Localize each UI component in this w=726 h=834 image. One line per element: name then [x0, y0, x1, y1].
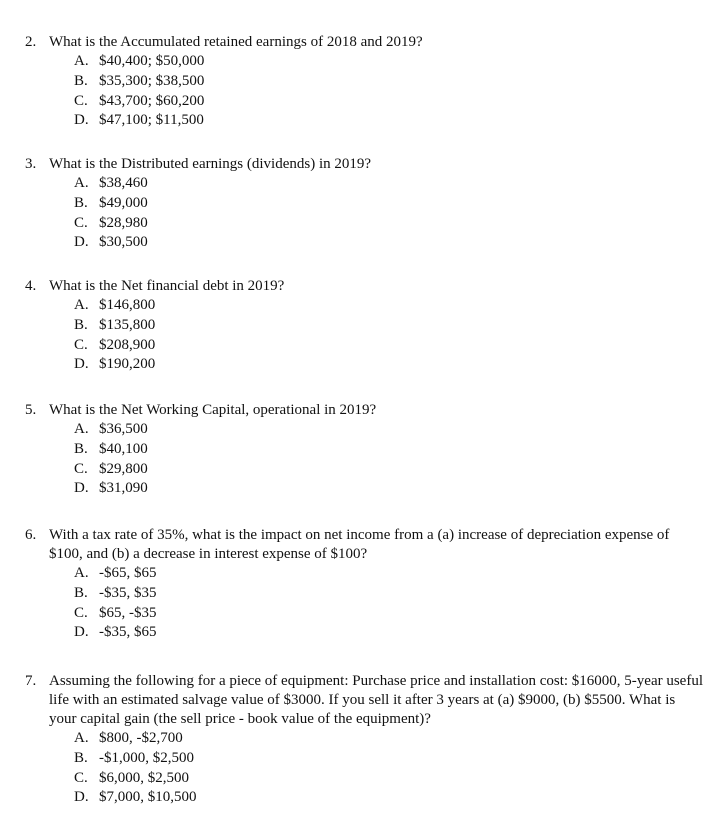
- question-number: 3.: [25, 156, 37, 172]
- option-list: [74, 296, 705, 375]
- option-text: $31,090: [99, 480, 148, 497]
- option-b: [74, 72, 705, 92]
- option-text: $38,460: [99, 175, 148, 191]
- option-text: -$35, $65: [99, 624, 157, 641]
- option-letter: B.: [74, 749, 88, 766]
- question-number: 6.: [25, 527, 37, 543]
- option-letter: D.: [74, 789, 89, 806]
- option-d: [74, 479, 705, 499]
- question-2: [25, 33, 705, 131]
- option-text: $146,800: [99, 297, 156, 313]
- option-list: [74, 52, 705, 131]
- question-stem: [25, 672, 705, 729]
- option-text: $190,200: [99, 356, 156, 373]
- option-list: [74, 729, 705, 808]
- question-stem: [25, 155, 705, 174]
- option-d: [74, 233, 705, 253]
- question-stem: [25, 277, 705, 296]
- option-letter: D.: [74, 356, 89, 373]
- option-letter: B.: [74, 584, 88, 601]
- option-a: [74, 52, 705, 72]
- option-c: [74, 336, 705, 356]
- question-stem: [25, 401, 705, 420]
- option-d: [74, 623, 705, 643]
- question-text: What is the Net financial debt in 2019?: [49, 278, 285, 294]
- option-text: $65, -$35: [99, 604, 157, 621]
- option-a: [74, 296, 705, 316]
- option-text: $40,400; $50,000: [99, 53, 205, 69]
- option-list: [74, 564, 705, 643]
- option-c: [74, 769, 705, 789]
- option-text: $47,100; $11,500: [99, 112, 204, 129]
- option-a: [74, 729, 705, 749]
- question-4: [25, 277, 705, 375]
- option-text: $800, -$2,700: [99, 730, 183, 746]
- option-letter: D.: [74, 480, 89, 497]
- option-list: [74, 174, 705, 253]
- option-text: $40,100: [99, 440, 148, 457]
- option-text: -$1,000, $2,500: [99, 749, 194, 766]
- option-letter: C.: [74, 604, 88, 621]
- question-3: [25, 155, 705, 253]
- option-letter: B.: [74, 194, 88, 211]
- question-number: 4.: [25, 278, 37, 294]
- option-d: [74, 111, 705, 131]
- option-letter: C.: [74, 769, 88, 786]
- option-b: [74, 316, 705, 336]
- question-number: 2.: [25, 34, 37, 50]
- option-letter: D.: [74, 234, 89, 251]
- option-text: $49,000: [99, 194, 148, 211]
- question-stem: [25, 33, 705, 52]
- option-letter: D.: [74, 624, 89, 641]
- option-b: [74, 584, 705, 604]
- option-text: $6,000, $2,500: [99, 769, 189, 786]
- question-7: [25, 672, 705, 808]
- option-letter: A.: [74, 730, 89, 746]
- option-list: [74, 420, 705, 499]
- option-a: [74, 420, 705, 440]
- option-text: $135,800: [99, 316, 156, 333]
- option-letter: C.: [74, 460, 88, 477]
- option-letter: C.: [74, 336, 88, 353]
- question-number: 7.: [25, 673, 37, 689]
- option-letter: D.: [74, 112, 89, 129]
- question-text: Assuming the following for a piece of equipment: Purchase price and installation cost: $16000, 5-year useful life with an estimated salvage value of $3000. If you sell it after 3 years at (a) $9000, (b) $5500. What is your capital gain (the sell price - book value of the equipment)?: [49, 673, 704, 727]
- option-text: $43,700; $60,200: [99, 92, 205, 109]
- option-c: [74, 460, 705, 480]
- question-stem: [25, 526, 705, 564]
- option-c: [74, 604, 705, 624]
- question-6: [25, 526, 705, 643]
- option-text: $29,800: [99, 460, 148, 477]
- option-c: [74, 92, 705, 112]
- option-letter: A.: [74, 53, 89, 69]
- question-text: What is the Accumulated retained earnings of 2018 and 2019?: [49, 34, 423, 50]
- option-b: [74, 194, 705, 214]
- option-text: -$65, $65: [99, 565, 157, 581]
- option-letter: C.: [74, 92, 88, 109]
- question-text: With a tax rate of 35%, what is the impact on net income from a (a) increase of depreciation expense of $100, and (b) a decrease in interest expense of $100?: [49, 527, 670, 562]
- option-text: $7,000, $10,500: [99, 789, 197, 806]
- option-d: [74, 355, 705, 375]
- option-letter: B.: [74, 72, 88, 89]
- option-c: [74, 214, 705, 234]
- option-text: $28,980: [99, 214, 148, 231]
- option-a: [74, 174, 705, 194]
- option-d: [74, 788, 705, 808]
- option-text: $35,300; $38,500: [99, 72, 205, 89]
- option-b: [74, 749, 705, 769]
- option-text: -$35, $35: [99, 584, 157, 601]
- option-text: $208,900: [99, 336, 156, 353]
- option-letter: A.: [74, 175, 89, 191]
- option-letter: B.: [74, 316, 88, 333]
- option-letter: C.: [74, 214, 88, 231]
- option-letter: B.: [74, 440, 88, 457]
- question-text: What is the Net Working Capital, operational in 2019?: [49, 402, 377, 418]
- question-number: 5.: [25, 402, 37, 418]
- option-text: $36,500: [99, 421, 148, 437]
- question-text: What is the Distributed earnings (dividends) in 2019?: [49, 156, 372, 172]
- question-5: [25, 401, 705, 499]
- option-a: [74, 564, 705, 584]
- option-b: [74, 440, 705, 460]
- option-letter: A.: [74, 297, 89, 313]
- option-letter: A.: [74, 565, 89, 581]
- option-text: $30,500: [99, 234, 148, 251]
- option-letter: A.: [74, 421, 89, 437]
